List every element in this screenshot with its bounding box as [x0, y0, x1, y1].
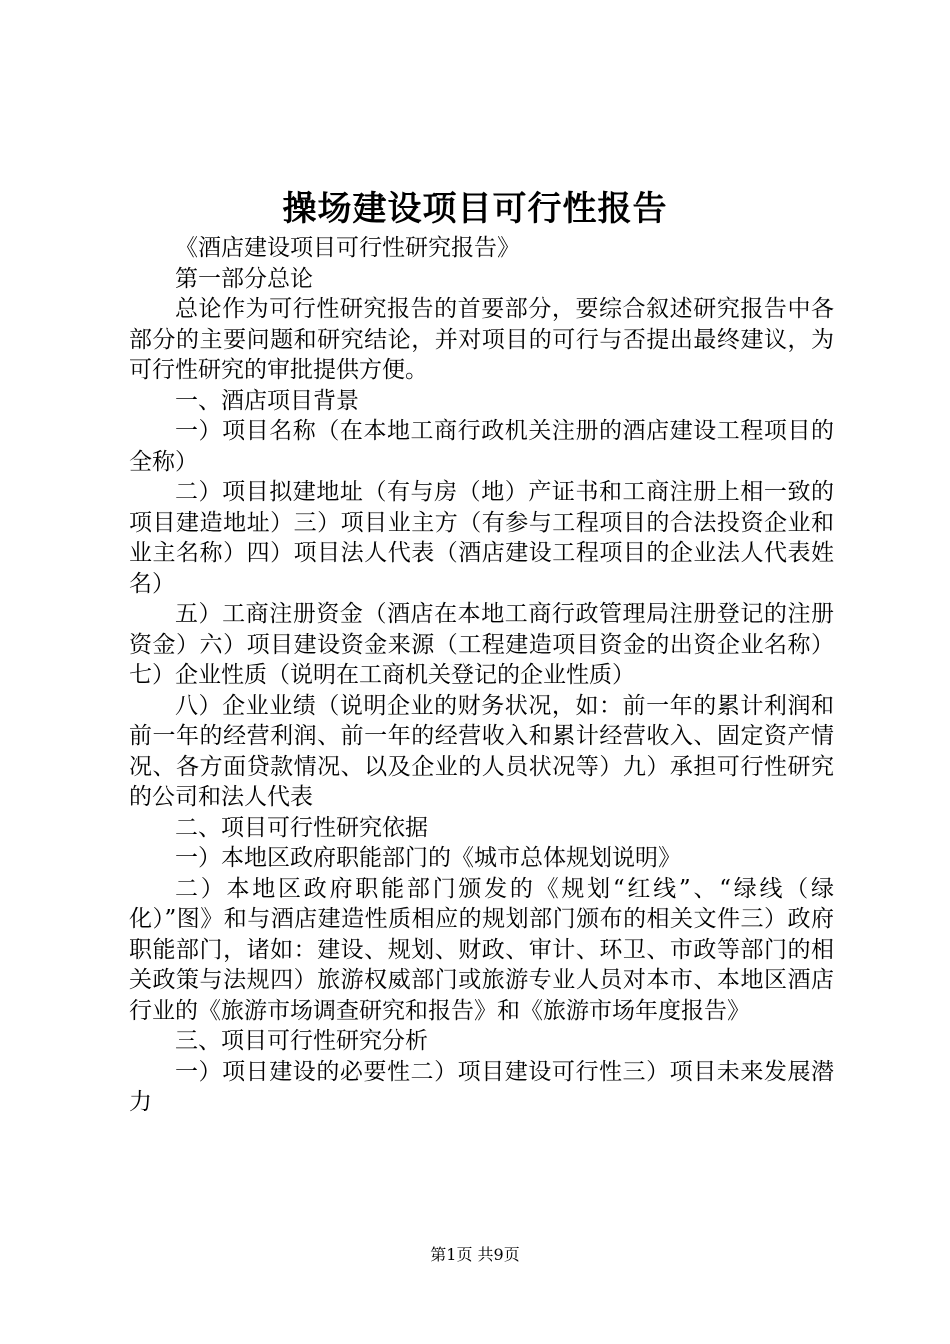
section-heading-analysis: 三、项目可行性研究分析: [175, 1028, 428, 1054]
paragraph-report-name: 《酒店建设项目可行性研究报告》: [175, 235, 520, 261]
document-body: [129, 233, 834, 1118]
document-title: 操场建设项目可行性报告: [282, 189, 668, 229]
section-heading-background: 一、酒店项目背景: [175, 387, 359, 414]
paragraph-part-one-heading: 第一部分总论: [175, 265, 313, 292]
paragraph-city-plan: 一）本地区政府职能部门的《城市总体规划说明》: [175, 845, 681, 871]
paragraph-enterprise-performance: 八）企业业绩（说明企业的财务状况，如：前一年的累计利润和前一年的经营利润、前一年的经营收入和累计经营收入、固定资产情况、各方面贷款情况、以及企业的人员状况等）九）承担可行性研究的公司和法人代表: [129, 692, 834, 810]
paragraph-necessity: 一）项日建设的必要性二）项目建设可行性三）项目未来发展潜力: [129, 1058, 834, 1115]
page-indicator: 第1页 共9页: [430, 1245, 520, 1264]
paragraph-project-address: 二）项目拟建地址（有与房（地）产证书和工商注册上相一致的项目建造地址）三）项目业主方（有参与工程项目的合法投资企业和业主名称）四）项目法人代表（酒店建设工程项目的企业法人代表姓名）: [129, 479, 834, 597]
paragraph-project-name: 一）项目名称（在本地工商行政机关注册的酒店建设工程项目的全称）: [129, 418, 834, 475]
paragraph-overview: 总论作为可行性研究报告的首要部分，要综合叙述研究报告中各部分的主要问题和研究结论，并对项目的可行与否提出最终建议，为可行性研究的审批提供方便。: [129, 296, 834, 383]
paragraph-registered-capital: 五）工商注册资金（酒店在本地工商行政管理局注册登记的注册资金）六）项目建设资金来源（工程建造项目资金的出资企业名称）七）企业性质（说明在工商机关登记的企业性质）: [129, 601, 834, 688]
paragraph-planning-documents: 二）本地区政府职能部门颁发的《规划“红线”、“绿线（绿化）”图》和与酒店建造性质相应的规划部门颁布的相关文件三）政府职能部门，诸如：建设、规划、财政、审计、环卫、市政等部门的相关政策与法规四）旅游权威部门或旅游专业人员对本市、本地区酒店行业的《旅游市场调查研究和报告》和《旅游市场年度报告》: [129, 875, 834, 1024]
section-heading-basis: 二、项目可行性研究依据: [175, 814, 428, 841]
